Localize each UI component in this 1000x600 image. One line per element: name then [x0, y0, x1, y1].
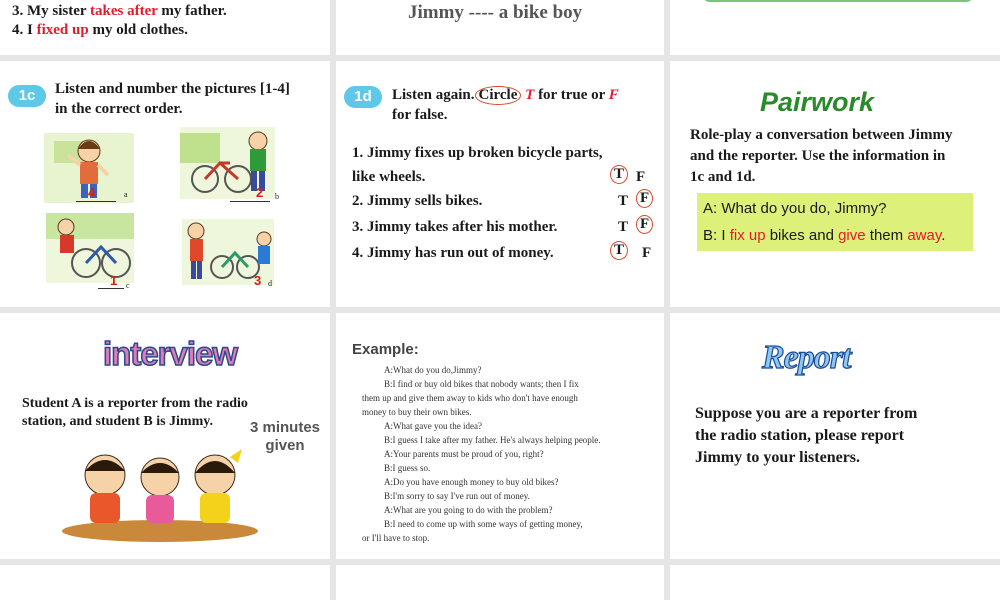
example-line: or I'll have to stop. [362, 533, 430, 543]
example-dialogue [362, 363, 654, 545]
example-line: A:What gave you the idea? [384, 421, 482, 431]
tf-item-1-true[interactable]: T [610, 165, 628, 184]
picture-c-number: 1 [110, 273, 118, 288]
tf-item-2-false[interactable]: F [636, 189, 653, 208]
tf-item-1-false[interactable]: F [636, 169, 646, 185]
sentence-4: 4. I fixed up my old clothes. [12, 22, 188, 38]
panel-bottom-middle-partial [336, 565, 664, 600]
example-line: B:I guess so. [384, 463, 431, 473]
badge-1d: 1d [344, 86, 382, 108]
panel-1d [336, 61, 664, 307]
panel-top-right [670, 0, 1000, 55]
panel-example [336, 313, 664, 559]
panel-bottom-left-partial [0, 565, 330, 600]
example-line: B:I need to come up with some ways of getting money, [384, 519, 583, 529]
picture-c-letter: c [126, 281, 130, 290]
true-false-list [352, 141, 652, 267]
panel-pairwork [670, 61, 1000, 307]
panel-interview [0, 313, 330, 559]
example-title: Example: [352, 341, 419, 358]
panel-top-middle [336, 0, 664, 55]
pairwork-description: Role-play a conversation between Jimmy and the reporter. Use the information in 1c and 1d. [690, 127, 953, 185]
sentence-3: 3. My sister takes after my father. [12, 3, 227, 19]
example-line: B:I'm sorry to say I've run out of money. [384, 491, 530, 501]
instruction-1c: Listen and number the pictures [1-4] in the correct order. [55, 81, 290, 117]
example-line: them up and give them away to kids who don't have enough [362, 393, 578, 403]
example-line: A:What do you do,Jimmy? [384, 365, 482, 375]
dialog-line-a: A: What do you do, Jimmy? [703, 200, 887, 217]
picture-d-letter: d [268, 279, 272, 288]
tf-item-4-false[interactable]: F [642, 245, 652, 261]
tf-item-3-false[interactable]: F [636, 215, 653, 234]
panel-1c [0, 61, 330, 307]
children-illustration [60, 443, 260, 543]
report-description: Suppose you are a reporter from the radio station, please report Jimmy to your listeners. [695, 405, 918, 466]
report-title: Report [762, 339, 851, 376]
panel-top-left [0, 0, 330, 55]
lesson-title: Jimmy ---- a bike boy [408, 2, 583, 23]
tf-item-1: 1. Jimmy fixes up broken bicycle parts, like wheels. T F [352, 141, 652, 189]
example-line: A:Your parents must be proud of you, right? [384, 449, 544, 459]
panel-report [670, 313, 1000, 559]
answer-line-a [76, 201, 116, 202]
boy-fixing-bike-icon [46, 213, 134, 283]
picture-b-number: 2 [256, 185, 264, 200]
panel-bottom-right-partial [670, 565, 1000, 600]
example-line: B:I guess I take after my father. He's always helping people. [384, 435, 601, 445]
example-line: money to buy their own bikes. [362, 407, 472, 417]
tf-item-2-true[interactable]: T [618, 193, 629, 209]
interview-description: Student A is a reporter from the radio station, and student B is Jimmy. [22, 396, 248, 429]
instruction-1d: Listen again. Circle T for true or F for false. [392, 87, 619, 123]
pairwork-title: Pairwork [760, 87, 875, 117]
green-banner [702, 0, 974, 2]
tf-item-4-true[interactable]: T [610, 241, 628, 260]
picture-b-letter: b [275, 192, 279, 201]
time-limit: 3 minutes given [249, 419, 321, 454]
three-children-icon [60, 443, 260, 543]
tf-item-2: 2. Jimmy sells bikes. T F [352, 189, 652, 215]
dialog-box [697, 193, 973, 251]
example-line: B:I find or buy old bikes that nobody wants; then I fix [384, 379, 579, 389]
example-line: A:Do you have enough money to buy old bikes? [384, 477, 559, 487]
example-line: A:What are you going to do with the problem? [384, 505, 553, 515]
picture-c [46, 213, 134, 283]
tf-item-3: 3. Jimmy takes after his mother. T F [352, 215, 652, 241]
picture-a-letter: a [124, 190, 128, 199]
dialog-line-b: B: I fix up bikes and give them away. [703, 227, 946, 244]
badge-1c: 1c [8, 85, 46, 107]
tf-item-3-true[interactable]: T [618, 219, 629, 235]
picture-a-number: 4 [88, 185, 96, 200]
tf-item-4: 4. Jimmy has run out of money. T F [352, 241, 652, 267]
interview-title: interview [103, 335, 238, 372]
answer-line-c [98, 288, 124, 289]
picture-d-number: 3 [254, 273, 262, 288]
answer-line-b [230, 201, 270, 202]
